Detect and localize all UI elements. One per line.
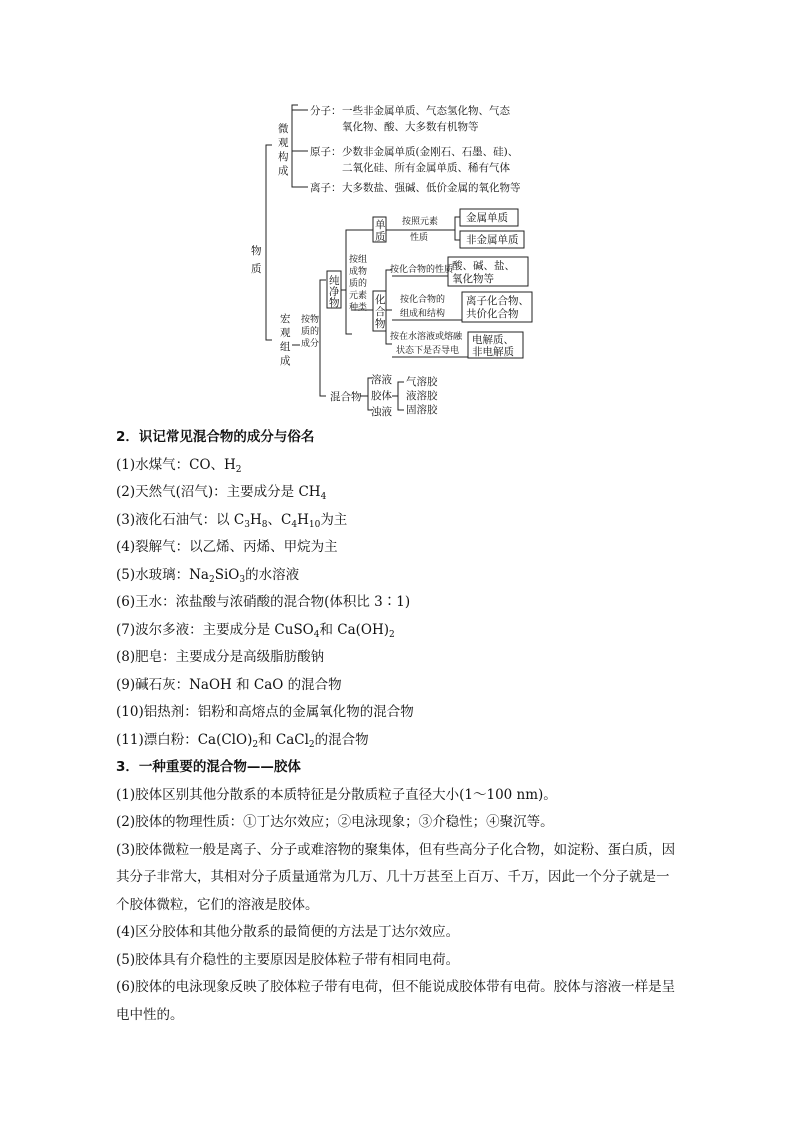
mixture-label: 混合物	[330, 391, 362, 403]
ionic-covalent-line2: 共价化合物	[466, 308, 519, 320]
by-composition-line1: 按化合物的	[400, 295, 446, 305]
pure-char-2: 净	[329, 286, 340, 298]
paragraph: (4)区分胶体和其他分散系的最简便的方法是丁达尔效应。	[116, 924, 460, 940]
by-conductivity-line1: 按在水溶液或熔融	[390, 332, 463, 342]
by-component-3: 成分	[301, 339, 320, 349]
list-item: (1)水煤气：CO、$H_2$	[116, 456, 242, 475]
paragraph: (5)胶体具有介稳性的主要原因是胶体粒子带有相同电荷。	[116, 951, 460, 968]
by-element-4: 元素	[349, 291, 368, 301]
root-label-1: 物	[251, 245, 262, 257]
dispersion-colloid: 胶体	[371, 390, 392, 402]
root-label-2: 质	[251, 263, 262, 275]
micro-ion-label: 离子：	[310, 182, 342, 194]
micro-atom-line1: 少数非金属单质(金刚石、石墨、硅)、	[342, 146, 519, 158]
list-item: (6)王水：浓盐酸与浓硝酸的混合物(体积比 3∶1)	[116, 594, 411, 610]
micro-char-4: 成	[278, 165, 289, 177]
element-char-1: 单	[375, 219, 386, 231]
list-item: (10)铝热剂：铝粉和高熔点的金属氧化物的混合物	[116, 704, 414, 720]
by-element-5: 种类	[349, 303, 368, 313]
micro-char-3: 构	[278, 151, 289, 163]
compound-char-1: 化	[375, 294, 386, 306]
acid-base-salt-line1: 酸、碱、盐、	[452, 260, 515, 272]
by-element-1: 按组	[349, 255, 368, 265]
paragraph: (6)胶体的电泳现象反映了胶体粒子带有电荷，但不能说成胶体带有电荷。胶体与溶液一样是呈电中性的。	[116, 979, 676, 1023]
by-element-nature-1: 按照元素	[402, 217, 439, 227]
list-item: (7)波尔多液：主要成分是 CuSO$_4$和 $Ca(OH)_2$	[116, 621, 395, 640]
list-item: (8)肥皂：主要成分是高级脂肪酸钠	[116, 649, 325, 665]
list-item: (5)水玻璃：$Na_2SiO_3$的水溶液	[116, 566, 300, 585]
nonmetal-element-label: 非金属单质	[466, 234, 519, 246]
metal-element-label: 金属单质	[466, 212, 508, 224]
element-char-2: 质	[375, 231, 386, 243]
micro-atom-line2: 二氧化硅、所有金属单质、稀有气体	[342, 162, 510, 174]
micro-molecule-label: 分子：	[310, 105, 342, 117]
by-component-2: 质的	[301, 327, 320, 337]
by-compound-nature-label: 按化合物的性质	[390, 265, 454, 275]
micro-molecule-line2: 氧化物、酸、大多数有机物等	[342, 121, 479, 133]
by-composition-line2: 组成和结构	[400, 309, 446, 319]
pure-char-3: 物	[329, 297, 340, 309]
micro-atom-label: 原子：	[310, 146, 342, 158]
paragraph: (1)胶体区别其他分散系的本质特征是分散质粒子直径大小(1～100 nm)。	[116, 786, 557, 803]
ionic-covalent-line1: 离子化合物、	[466, 295, 529, 307]
by-element-3: 质的	[349, 279, 368, 289]
pure-char-1: 纯	[329, 275, 340, 287]
compound-char-2: 合	[375, 306, 386, 318]
compound-char-3: 物	[375, 318, 386, 330]
list-item: (11)漂白粉：$Ca(ClO)_2$和 CaCl$_2$的混合物	[116, 731, 369, 750]
dispersion-suspension: 浊液	[371, 406, 392, 418]
micro-char-2: 观	[278, 137, 289, 149]
body-text	[116, 424, 682, 1029]
paragraph: (3)胶体微粒一般是离子、分子或难溶物的聚集体，但有些高分子化合物，如淀粉、蛋白质，因其分子非常大，其相对分子质量通常为几万、几十万甚至上百万、千万，因此一个分子就是一个胶体微粒，它们的溶液是胶体。	[116, 841, 676, 913]
macro-char-1: 宏	[280, 313, 291, 325]
by-element-2: 成物	[349, 267, 368, 277]
dispersion-solution: 溶液	[371, 374, 392, 386]
list-item: (3)液化石油气：以 $C_3H_8$、$C_4H_{10}$为主	[116, 511, 348, 530]
colloid-solid: 固溶胶	[406, 404, 438, 416]
list-item: (4)裂解气：以乙烯、丙烯、甲烷为主	[116, 539, 338, 555]
classification-diagram	[0, 0, 794, 430]
macro-char-2: 观	[280, 327, 291, 339]
macro-char-3: 组	[280, 341, 291, 353]
electrolyte-line1: 电解质、	[472, 334, 514, 346]
by-component-1: 按物	[301, 315, 320, 325]
micro-char-1: 微	[278, 123, 289, 135]
section2-heading: 2．识记常见混合物的成分与俗名	[116, 429, 315, 445]
section3-heading: 3．一种重要的混合物——胶体	[116, 759, 301, 775]
list-item: (9)碱石灰：NaOH 和 CaO 的混合物	[116, 676, 342, 693]
colloid-liquid: 液溶胶	[406, 390, 438, 402]
electrolyte-line2: 非电解质	[472, 346, 514, 358]
list-item: (2)天然气(沼气)：主要成分是 $CH_4$	[116, 484, 327, 502]
by-element-nature-2: 性质	[410, 233, 429, 243]
colloid-gas: 气溶胶	[406, 376, 438, 388]
micro-molecule-line1: 一些非金属单质、气态氢化物、气态	[342, 105, 510, 117]
micro-ion-line1: 大多数盐、强碱、低价金属的氧化物等	[342, 182, 521, 194]
paragraph: (2)胶体的物理性质：①丁达尔效应；②电泳现象；③介稳性；④聚沉等。	[116, 814, 554, 830]
macro-char-4: 成	[280, 355, 291, 367]
acid-base-salt-line2: 氧化物等	[452, 273, 494, 285]
by-conductivity-line2: 状态下是否导电	[396, 346, 460, 356]
